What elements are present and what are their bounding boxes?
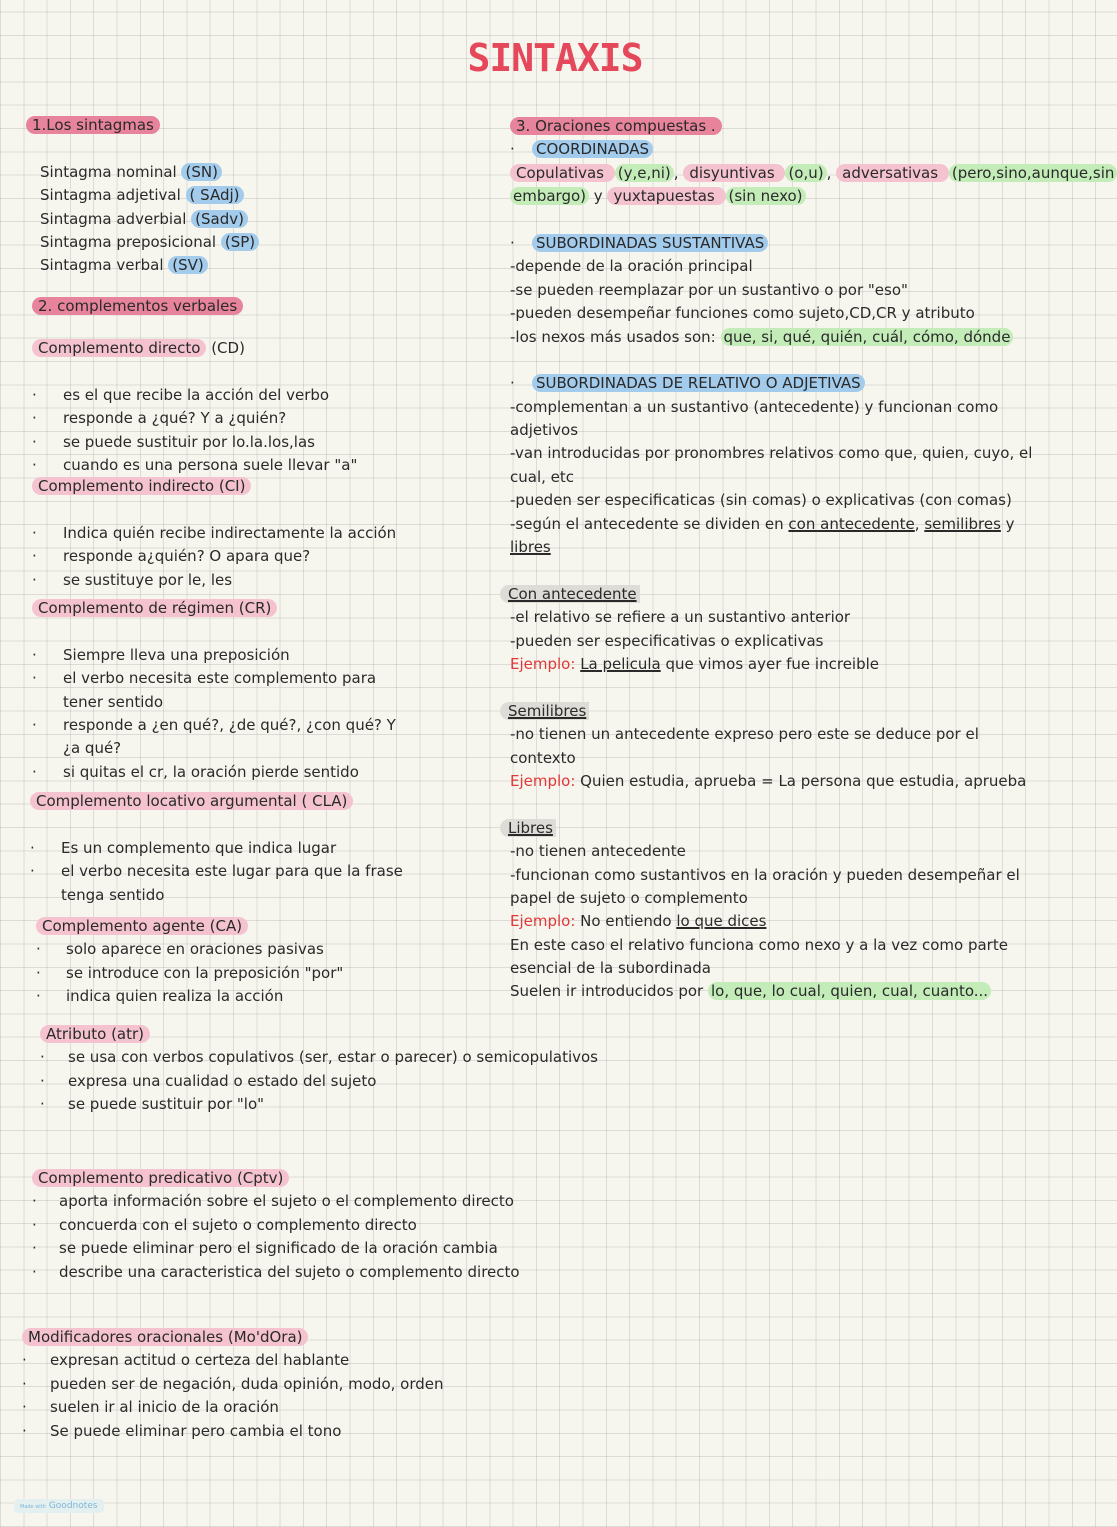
text-line (32, 1190, 520, 1213)
highlighted-text: Modificadores oracionales (Mo'dOra) (22, 1328, 308, 1346)
text-line (32, 714, 396, 737)
highlighted-text: La pelicula (580, 654, 661, 673)
text-line (510, 747, 1117, 770)
text-line (510, 419, 1117, 442)
text-line (30, 837, 403, 860)
text-line (22, 1326, 444, 1349)
bullet-icon: · (30, 838, 35, 857)
text: se introduce con la preposición "por" (66, 963, 344, 982)
highlighted-text: (pero,sino,aunque,sin (949, 164, 1117, 182)
text: cuando es una persona suele llevar "a" (63, 455, 358, 474)
text: se sustituye por le, les (63, 570, 233, 589)
highlighted-text: adversativas (836, 164, 949, 182)
text-line (32, 569, 396, 592)
section-atributo (40, 1023, 598, 1117)
highlighted-text: (sin nexo) (726, 187, 806, 205)
text-line (32, 498, 396, 521)
text-line (32, 737, 396, 760)
text: responde a¿quién? O apara que? (63, 547, 311, 566)
text: que vimos ayer fue increible (660, 654, 880, 673)
highlighted-text: Con antecedente (500, 585, 640, 603)
section-complemento-predicativo (32, 1167, 520, 1284)
text: concuerda con el sujeto o complemento directo (59, 1215, 417, 1234)
bullet-icon: · (36, 963, 41, 982)
text-line (30, 860, 403, 883)
text: ¿a qué? (63, 739, 122, 758)
text: cual, etc (510, 467, 575, 486)
highlighted-text: Atributo (atr) (40, 1025, 150, 1043)
text: adjetivos (510, 421, 579, 440)
text-line (26, 137, 259, 160)
text-line (510, 279, 1117, 302)
text-line (32, 1167, 520, 1190)
example-label: Ejemplo: (510, 654, 576, 673)
text-line (32, 431, 357, 454)
bullet-icon: · (32, 1239, 37, 1258)
text-line (26, 114, 259, 137)
text-line (510, 887, 1117, 910)
text-line (510, 513, 1117, 536)
highlighted-text: (SN) (181, 163, 221, 181)
text-line (510, 957, 1117, 980)
text: se puede eliminar pero el significado de la oración cambia (59, 1239, 498, 1258)
text: -complementan a un sustantivo (antecedente) y funcionan como (510, 397, 999, 416)
bullet-icon: · (32, 645, 37, 664)
highlighted-text: semilibres (924, 514, 1001, 533)
text: se usa con verbos copulativos (ser, estar o parecer) o semicopulativos (68, 1048, 598, 1067)
badge-prefix: Made with (20, 1504, 46, 1510)
text: solo aparece en oraciones pasivas (66, 940, 324, 959)
text-line (32, 620, 396, 643)
text-line (36, 915, 343, 938)
highlighted-text: Complemento de régimen (CR) (32, 599, 277, 617)
text-line (32, 667, 396, 690)
text-line (510, 934, 1117, 957)
text: si quitas el cr, la oración pierde sentido (63, 762, 359, 781)
page-title: SINTAXIS (467, 36, 643, 80)
text: el verbo necesita este lugar para que la frase (61, 862, 403, 881)
highlighted-text: Copulativas (510, 164, 615, 182)
highlighted-text: 2. complementos verbales (32, 297, 243, 315)
text-line (510, 209, 1117, 232)
highlighted-text: 3. Oraciones compuestas . (510, 117, 722, 135)
text-line (510, 793, 1117, 816)
text-line (32, 454, 357, 477)
text: el verbo necesita este complemento para (63, 669, 377, 688)
text: esencial de la subordinada (510, 959, 711, 978)
text: Sintagma preposicional (40, 232, 221, 251)
text-line (36, 938, 343, 961)
highlighted-text: (Sadv) (191, 210, 248, 228)
highlighted-text: que, si, qué, quién, cuál, cómo, dónde (721, 328, 1014, 346)
text: Suelen ir introducidos por (510, 982, 708, 1001)
highlighted-text: con antecedente (788, 514, 915, 533)
text-line (26, 231, 259, 254)
text-line (510, 817, 1117, 840)
text: Sintagma nominal (40, 162, 182, 181)
bullet-icon: · (32, 570, 37, 589)
text: y (1000, 514, 1015, 533)
bullet-icon: · (32, 455, 37, 474)
text-line (32, 384, 357, 407)
text: Sintagma adverbial (40, 209, 192, 228)
text: se puede sustituir por "lo" (68, 1095, 265, 1114)
bullet-icon: · (36, 940, 41, 959)
bullet-icon: · (32, 523, 37, 542)
section-modificadores (22, 1326, 444, 1443)
bullet-icon: · (32, 1192, 37, 1211)
highlighted-text: embargo) (510, 187, 589, 205)
text: aporta información sobre el sujeto o el complemento directo (59, 1192, 514, 1211)
text: , (914, 514, 925, 533)
bullet-icon: · (32, 1215, 37, 1234)
bullet-icon: · (32, 547, 37, 566)
text: -pueden ser especificativas o explicativas (510, 631, 824, 650)
text-line (22, 1420, 444, 1443)
text: -se pueden reemplazar por un sustantivo o por "eso" (510, 280, 908, 299)
bullet-icon: · (32, 1262, 37, 1281)
text-line (510, 185, 1117, 208)
bullet-icon: · (510, 140, 515, 159)
text-line (40, 1070, 598, 1093)
text-line (32, 691, 396, 714)
text-line (510, 770, 1117, 793)
bullet-icon: · (22, 1421, 27, 1440)
text-line (510, 653, 1117, 676)
text: expresa una cualidad o estado del sujeto (68, 1071, 377, 1090)
highlighted-text: Complemento directo (32, 339, 206, 357)
bullet-icon: · (36, 987, 41, 1006)
highlighted-text: (o,u) (785, 164, 826, 182)
text: -funcionan como sustantivos en la oración y pueden desempeñar el (510, 865, 1020, 884)
text-line (510, 489, 1117, 512)
highlighted-text: lo, que, lo cual, quien, cual, cuanto... (708, 982, 991, 1000)
text-line (26, 254, 259, 277)
section-oraciones-compuestas (510, 115, 1117, 1004)
highlighted-text: (SP) (221, 233, 259, 251)
text: -el relativo se refiere a un sustantivo anterior (510, 608, 851, 627)
text-line (510, 466, 1117, 489)
text: -según el antecedente se dividen en (510, 514, 789, 533)
text: tenga sentido (61, 885, 165, 904)
bullet-icon: · (510, 374, 515, 393)
text-line (32, 761, 396, 784)
text-line (510, 559, 1117, 582)
text-line (510, 630, 1117, 653)
text: Quien estudia, aprueba = La persona que estudia, aprueba (575, 771, 1027, 790)
text: es el que recibe la acción del verbo (63, 385, 330, 404)
text-line (510, 536, 1117, 559)
text: Indica quién recibe indirectamente la acción (63, 523, 397, 542)
text-line (510, 162, 1117, 185)
text: responde a ¿en qué?, ¿de qué?, ¿con qué? Y (63, 715, 396, 734)
text: -van introducidas por pronombres relativos como que, quien, cuyo, el (510, 444, 1033, 463)
text-line (26, 208, 259, 231)
highlighted-text: yuxtapuestas (607, 187, 725, 205)
text: -no tienen un antecedente expreso pero este se deduce por el (510, 725, 979, 744)
text-line (510, 349, 1117, 372)
highlighted-text: Libres (500, 819, 556, 837)
text-line (22, 1349, 444, 1372)
text-line (510, 583, 1117, 606)
text: y (589, 187, 608, 206)
text-line (26, 161, 259, 184)
text-line (40, 1046, 598, 1069)
text-line (510, 840, 1117, 863)
text-line (40, 1023, 598, 1046)
bullet-icon: · (32, 669, 37, 688)
text: , (826, 163, 837, 182)
text: describe una caracteristica del sujeto o complemento directo (59, 1262, 520, 1281)
bullet-icon: · (510, 233, 515, 252)
text: (CD) (206, 339, 245, 357)
highlighted-text: Complemento locativo argumental ( CLA) (30, 792, 353, 810)
text: contexto (510, 748, 576, 767)
highlighted-text: SUBORDINADAS DE RELATIVO O ADJETIVAS (532, 374, 865, 392)
text-line (510, 676, 1117, 699)
text-line (30, 813, 403, 836)
text: suelen ir al inicio de la oración (50, 1398, 279, 1417)
text-line (32, 475, 396, 498)
section-complemento-indirecto (32, 475, 396, 592)
highlighted-text: lo que dices (676, 912, 767, 931)
section-complemento-directo (32, 337, 357, 477)
text-line (510, 372, 1117, 395)
text-line (32, 522, 396, 545)
text: tener sentido (63, 692, 164, 711)
highlighted-text: SUBORDINADAS SUSTANTIVAS (532, 234, 768, 252)
text-line (510, 232, 1117, 255)
text: -pueden ser especificaticas (sin comas) o explicativas (con comas) (510, 491, 1012, 510)
highlighted-text: Complemento indirecto (CI) (32, 477, 251, 495)
bullet-icon: · (32, 715, 37, 734)
highlighted-text: ( SAdj) (186, 186, 244, 204)
text: No entiendo (575, 912, 677, 931)
section-sintagmas (26, 114, 259, 278)
highlighted-text: Complemento agente (CA) (36, 917, 248, 935)
text: Se puede eliminar pero cambia el tono (50, 1421, 342, 1440)
text-line (510, 138, 1117, 161)
text: , (673, 163, 684, 182)
text-line (510, 606, 1117, 629)
text-line (510, 864, 1117, 887)
highlighted-text: libres (510, 538, 551, 557)
section-complemento-agente (36, 915, 343, 1009)
text: papel de sujeto o complemento (510, 888, 748, 907)
section-complemento-regimen (32, 597, 396, 784)
text-line (22, 1396, 444, 1419)
highlighted-text: Complemento predicativo (Cptv) (32, 1169, 289, 1187)
text-line (32, 644, 396, 667)
highlighted-text: disyuntivas (683, 164, 785, 182)
text: responde a ¿qué? Y a ¿quién? (63, 409, 287, 428)
highlighted-text: COORDINADAS (532, 140, 653, 158)
text: Es un complemento que indica lugar (61, 838, 337, 857)
highlighted-text: (y,e,ni) (615, 164, 674, 182)
text-line (510, 700, 1117, 723)
text-line (32, 337, 357, 360)
text: expresan actitud o certeza del hablante (50, 1351, 350, 1370)
text-line (30, 790, 403, 813)
text-line (510, 115, 1117, 138)
text-line (510, 442, 1117, 465)
highlighted-text: Semilibres (500, 702, 589, 720)
text-line (36, 985, 343, 1008)
text: -los nexos más usados son: (510, 327, 721, 346)
text-line (26, 184, 259, 207)
highlighted-text: 1.Los sintagmas (26, 116, 160, 134)
text: -no tienen antecedente (510, 842, 686, 861)
goodnotes-badge (14, 1499, 104, 1513)
text-line (510, 255, 1117, 278)
text-line (510, 396, 1117, 419)
bullet-icon: · (22, 1398, 27, 1417)
text-line (510, 980, 1117, 1003)
bullet-icon: · (40, 1048, 45, 1067)
bullet-icon: · (22, 1351, 27, 1370)
text: Siempre lleva una preposición (63, 645, 290, 664)
text-line (32, 1261, 520, 1284)
section-complemento-locativo (30, 790, 403, 907)
text-line (510, 910, 1117, 933)
text: pueden ser de negación, duda opinión, modo, orden (50, 1374, 444, 1393)
text-line (32, 360, 357, 383)
highlighted-text: (SV) (168, 256, 208, 274)
text-line (32, 295, 243, 318)
text: indica quien realiza la acción (66, 987, 284, 1006)
badge-brand: Goodnotes (48, 1501, 98, 1511)
example-label: Ejemplo: (510, 771, 576, 790)
text: Sintagma adjetival (40, 186, 186, 205)
text-line (510, 302, 1117, 325)
text: -depende de la oración principal (510, 257, 753, 276)
text: se puede sustituir por lo.la.los,las (63, 432, 315, 451)
bullet-icon: · (40, 1095, 45, 1114)
text-line (32, 545, 396, 568)
text-line (40, 1093, 598, 1116)
text: En este caso el relativo funciona como nexo y a la vez como parte (510, 935, 1008, 954)
text-line (32, 1214, 520, 1237)
text-line (30, 884, 403, 907)
text-line (22, 1373, 444, 1396)
text-line (32, 1237, 520, 1260)
bullet-icon: · (32, 409, 37, 428)
section-complementos-heading (32, 295, 243, 318)
example-label: Ejemplo: (510, 912, 576, 931)
text: -pueden desempeñar funciones como sujeto,CD,CR y atributo (510, 304, 975, 323)
text-line (32, 597, 396, 620)
text-line (510, 326, 1117, 349)
bullet-icon: · (22, 1374, 27, 1393)
bullet-icon: · (32, 762, 37, 781)
text: Sintagma verbal (40, 256, 169, 275)
text-line (510, 723, 1117, 746)
bullet-icon: · (32, 385, 37, 404)
bullet-icon: · (30, 862, 35, 881)
text-line (36, 962, 343, 985)
bullet-icon: · (32, 432, 37, 451)
text-line (32, 407, 357, 430)
bullet-icon: · (40, 1071, 45, 1090)
